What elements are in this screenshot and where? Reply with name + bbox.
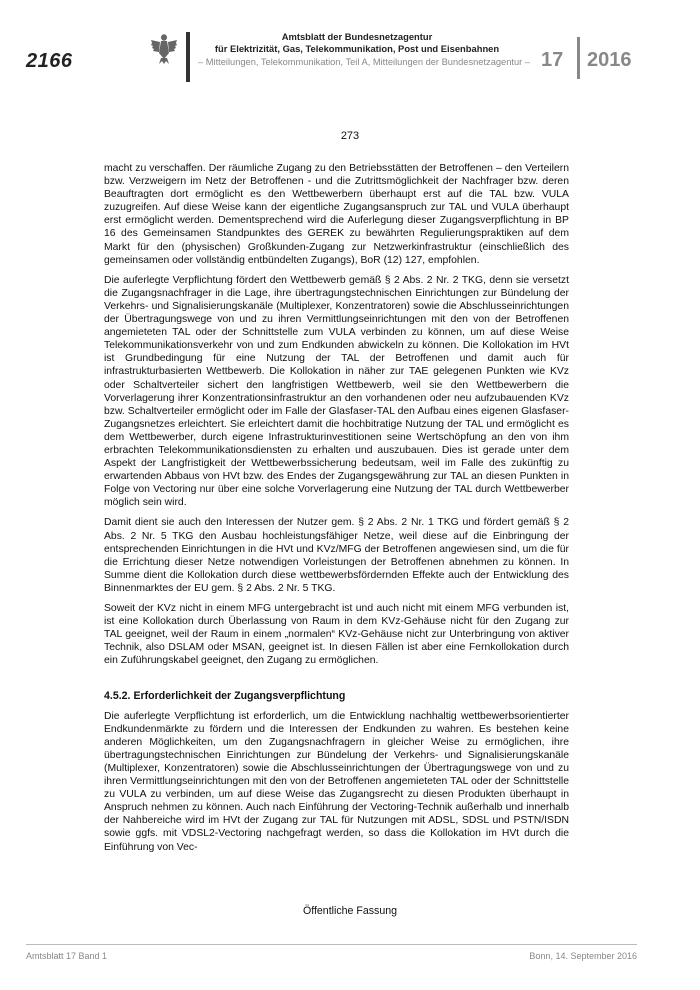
header-divider bbox=[186, 32, 190, 82]
federal-eagle-icon bbox=[150, 33, 178, 65]
paragraph: Damit dient sie auch den Interessen der Nutzer gem. § 2 Abs. 2 Nr. 1 TKG und fördert gemäß § 2 Abs. 2 Nr. 5 TKG den Ausbau hochleistungsfähiger Netze, weil diese auf die Einbringung der entsprechenden Einrichtungen in die HVt und KVz/MFG der Betroffenen angewiesen sind, um die für die Errichtung dieser Netze notwendigen Vorleistungen der Betroffenen abnehmen zu können. In Summe dient die Kollokation durch diese wettbewerbsfördernden Effekte auch der Entwicklung des Binnenmarktes der EU gem. § 2 Abs. 2 Nr. 5 TKG. bbox=[104, 517, 569, 594]
document-page-number: 273 bbox=[340, 130, 360, 142]
paragraph: Soweit der KVz nicht in einem MFG untergebracht ist und auch nicht mit einem MFG verbunden ist, ist eine Kollokation durch Überlassung von Raum in dem KVz-Gehäuse nicht für den Zugang zur TAL geeignet, weil der Raum in einem „normalen“ KVz-Gehäuse nicht zur Unterbringung von aktiver Technik, also DSLAM oder MSAN, geeignet ist. In diesen Fällen ist aber eine Fernkollokation durch ein Zuführungskabel geeignet, den Zugang zu ermöglichen. bbox=[104, 603, 569, 667]
issue-year: 2016 bbox=[587, 49, 632, 71]
issue-number: 17 bbox=[541, 49, 564, 71]
body-text bbox=[104, 162, 569, 861]
footer-divider bbox=[26, 944, 637, 945]
paragraph: macht zu verschaffen. Der räumliche Zugang zu den Betriebsstätten der Betroffenen – den Verteilern bzw. Verzweigern im Netz der Betroffenen - und die Zutrittsmöglichkeit der Nachfrager bzw. deren Beauftragten dort ermöglicht es den Wettbewerbern überhaupt erst auf die TAL bzw. VULA zuzugreifen. Auf diese Weise kann der eigentliche Zugangsanspruch zur TAL und VULA überhaupt erst ermöglicht werden. Dementsprechend wird die Auferlegung dieser Zugangsverpflichtung in BP 16 des Gemeinsamen Standpunktes des GEREK zu bewährten Regulierungspraktiken auf dem Markt für den (physischen) Großkunden-Zugang zur Netzwerkinfrastruktur (einschließlich des gemeinsamen oder vollständig entbündelten Zugangs), BoR (12) 127, empfohlen. bbox=[104, 163, 569, 266]
official-version-label: Öffentliche Fassung bbox=[302, 905, 398, 917]
journal-subtitle: – Mitteilungen, Telekommunikation, Teil A, Mitteilungen der Bundesnetzagentur – bbox=[198, 57, 530, 67]
footer-date: Bonn, 14. September 2016 bbox=[529, 951, 637, 961]
journal-title bbox=[196, 31, 518, 54]
paragraph: Die auferlegte Verpflichtung ist erforderlich, um die Entwicklung nachhaltig wettbewerbsorientierter Endkundenmärkte zu fördern und die Interessen der Endkunden zu wahren. Es bestehen keine anderen Möglichkeiten, um den Zugangsnachfragern in gleicher Weise zu ermöglichen, ihre übertragungstechnischen Einrichtungen zur Bündelung der Verkehrs- und Signalisierungskanäle (Multiplexer, Konzentratoren) sowie die Abschlusseinrichtungen der Übertragungswege von und zu ihren Vermittlungseinrichtungen mit den von der Betroffenen angemieteten TAL oder der Schnittstelle zu VULA zu verbinden, um auf diese Weise das Zugangsrecht zu diesen Produkten überhaupt in Anspruch nehmen zu können. Auch nach Einführung der Vectoring-Technik außerhalb und innerhalb der Nahbereiche wird im HVt der Zugang zur TAL für Nutzungen mit ADSL, SDSL und PSTN/ISDN sowie ggfs. mit VDSL2-Vectoring nachgefragt werden, so dass die Kollokation im HVt durch die Einführung von Vec- bbox=[104, 710, 569, 853]
footer-volume: Amtsblatt 17 Band 1 bbox=[26, 951, 108, 961]
issue-divider bbox=[577, 37, 580, 79]
journal-title-line-1: Amtsblatt der Bundesnetzagentur bbox=[281, 31, 433, 42]
journal-title-line-2: für Elektrizität, Gas, Telekommunikation, Post und Eisenbahnen bbox=[214, 42, 500, 54]
section-heading: 4.5.2. Erforderlichkeit der Zugangsverpflichtung bbox=[104, 690, 346, 703]
paragraph: Die auferlegte Verpflichtung fördert den Wettbewerb gemäß § 2 Abs. 2 Nr. 2 TKG, denn sie versetzt die Zugangsnachfrager in die Lage, ihre übertragungstechnischen Einrichtungen zur Bündelung der Verkehrs- und Signalisierungskanäle (Multiplexer, Konzentratoren) sowie die Abschlusseinrichtungen der Übertragungswege von und zu ihren Vermittlungseinrichtungen mit den von der Betroffenen angemieteten TAL oder der Schnittstelle zum VULA verbinden zu können, um auf diese Weise Telekommunikationsverkehr von und zum Endkunden abwickeln zu können. Die Kollokation im HVt ist Grundbedingung für eine Nutzung der TAL der Betroffenen und damit auch für infrastrukturbasierten Wettbewerb. Die Kollokation in näher zur TAE gelegenen Punkten wie KVz oder Schaltverteiler sichert den langfristigen Wettbewerb, weil sie den Wettbewerbern die Vorverlagerung ihrer Konzentrationsinfrastruktur an den vorhandenen oder neu aufzubauenden KVz bzw. Schaltverteiler ermöglicht oder im Falle der Glasfaser-TAL den Aufbau eines eigenen Glasfaser-Zugangsnetzes erleichtert. Sie erleichtert damit die hochbitratige Nutzung der TAL und ermöglicht es dem Wettbewerber, durch eigene Infrastrukturinvestitionen seine Wertschöpfung an den von ihm erbrachten Telekommunikationsdiensten zu erhalten und auszubauen. Dies ist gerade unter dem Aspekt der Langfristigkeit der Wettbewerbssicherung bedeutsam, weil im Falle des zukünftig zu erwartenden Abbaus von HVt bzw. des Endes der Zugangsgewährung zur TAL an diesen Punkten in Folge von Vectoring nur über eine solche Vorverlagerung eine Nutzung der TAL durch Wettbewerber möglich sein wird. bbox=[104, 274, 569, 509]
page-number: 2166 bbox=[26, 50, 73, 72]
